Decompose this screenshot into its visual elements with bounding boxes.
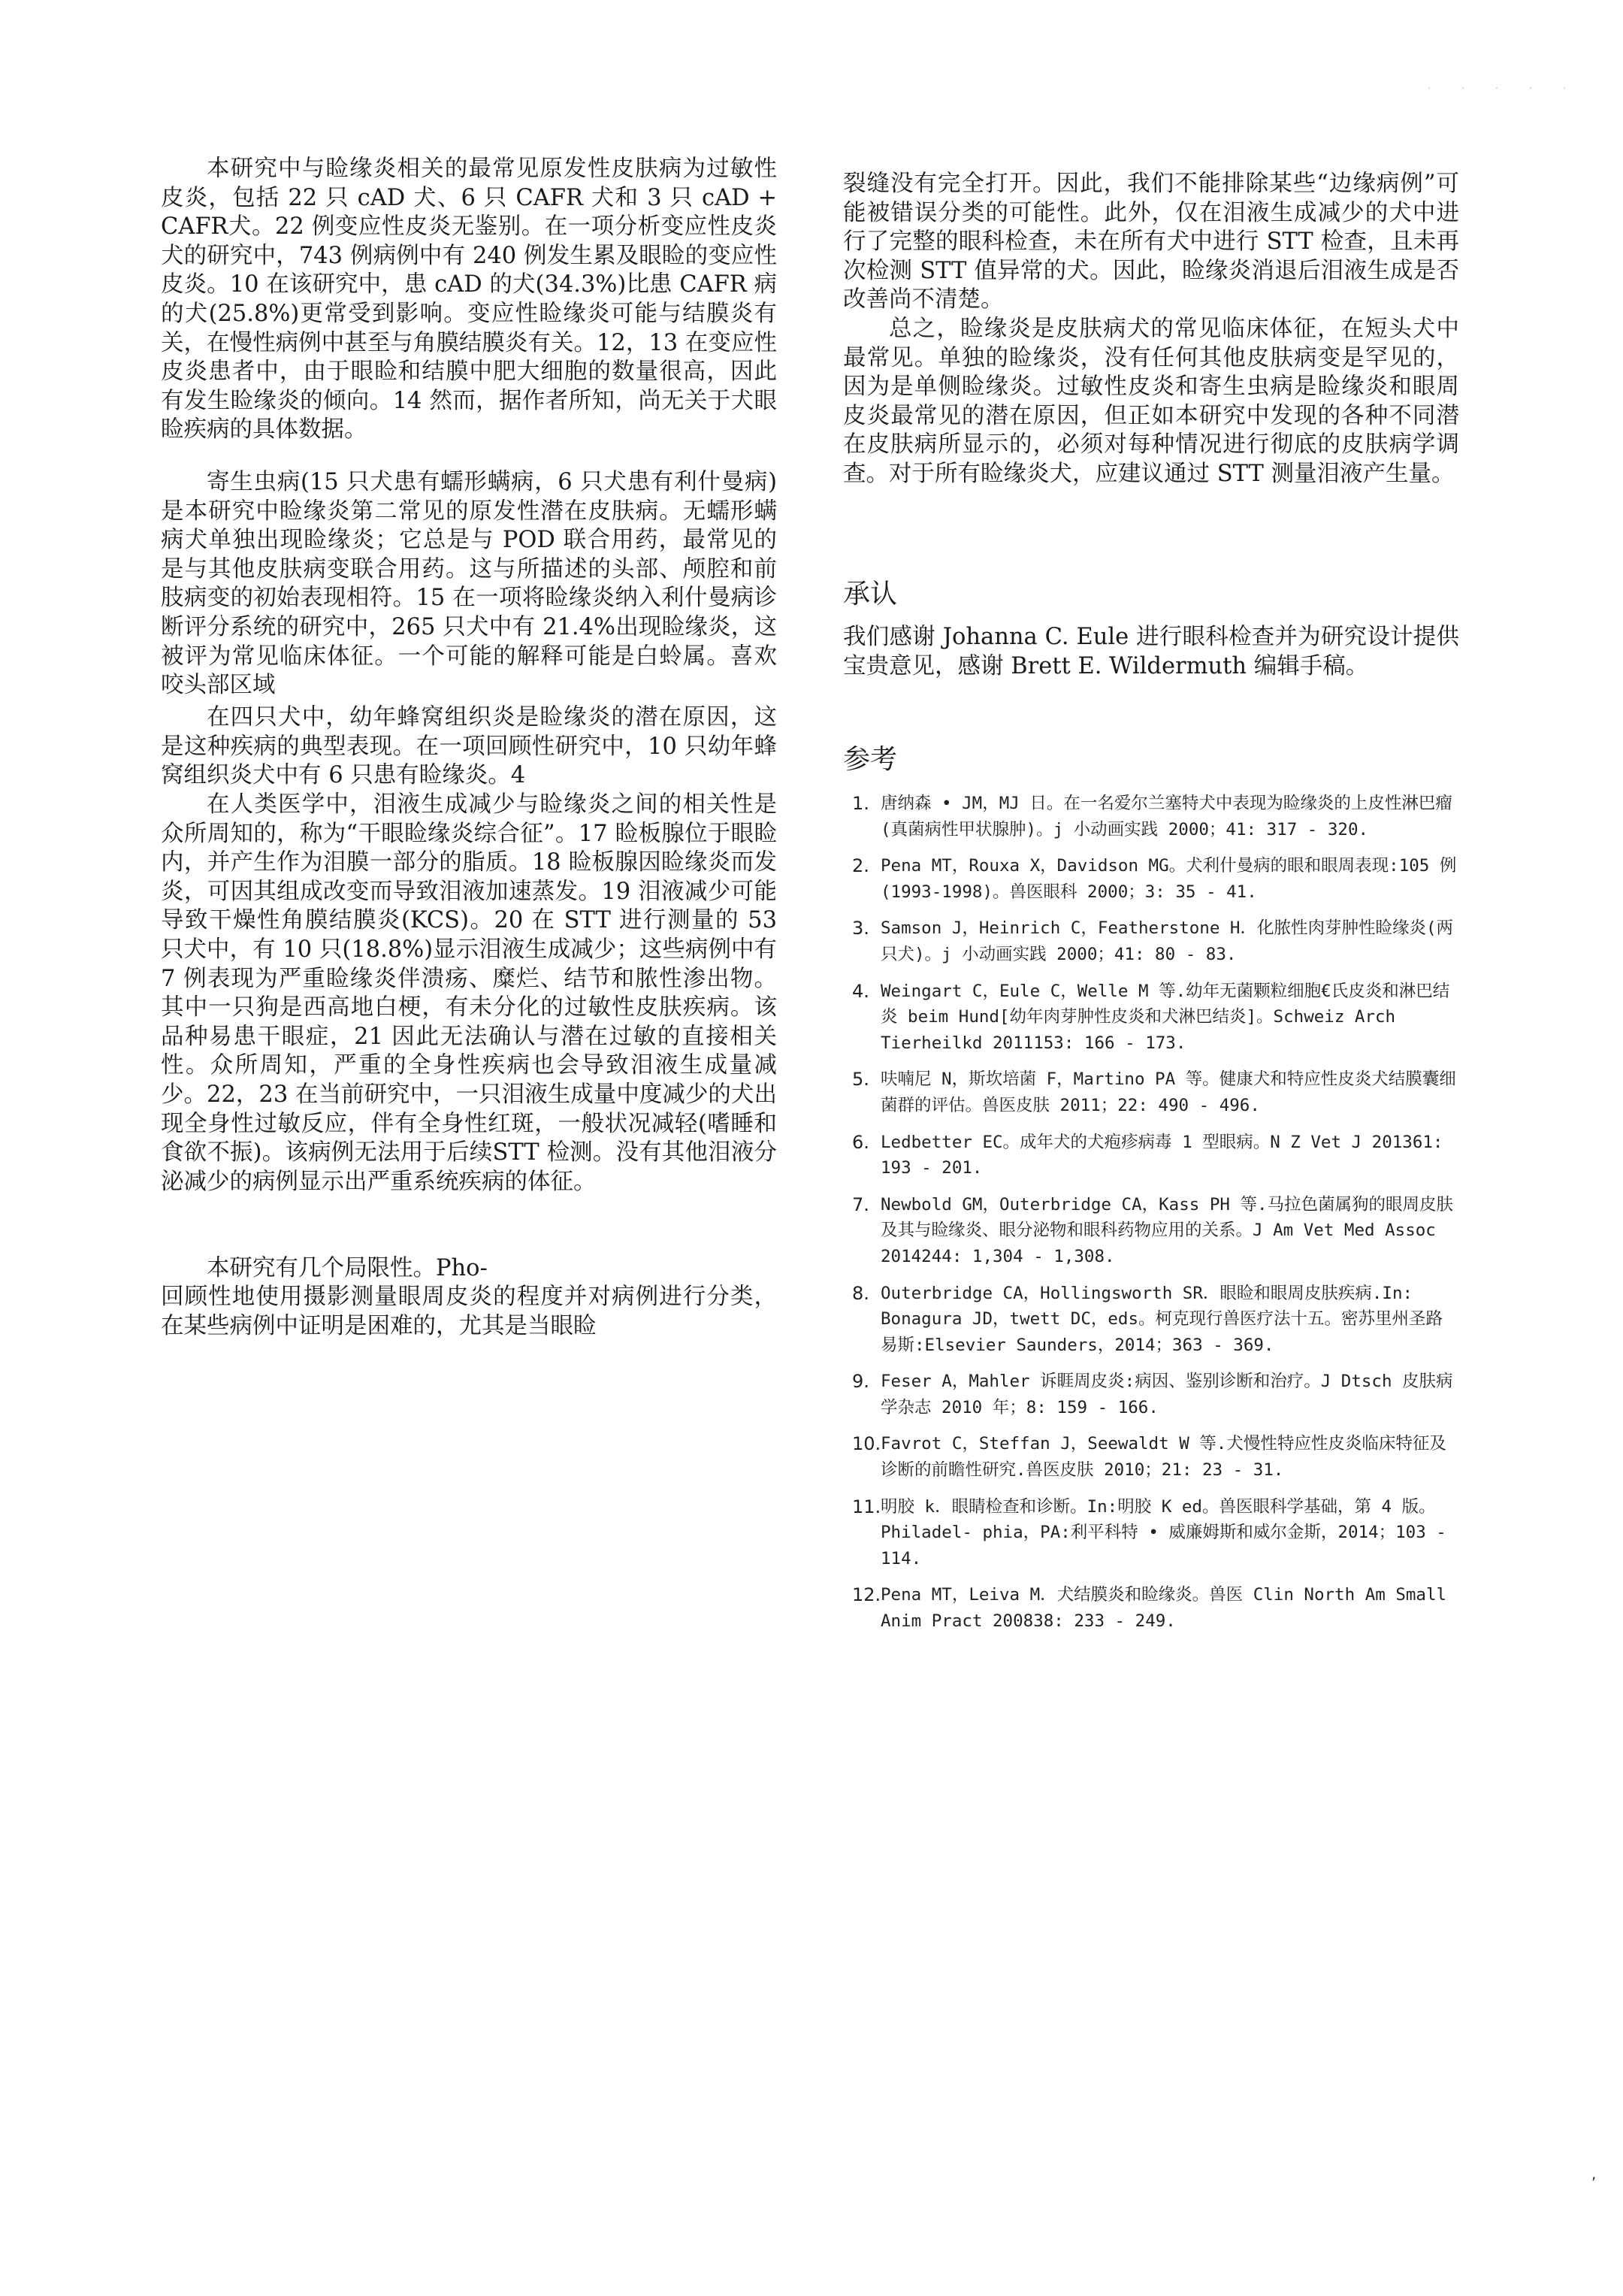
reference-item bbox=[843, 1281, 1459, 1359]
reference-item bbox=[843, 1369, 1459, 1420]
reference-text: 明胶 k．眼睛检查和诊断。In:明胶 K ed。兽医眼科学基础，第 4 版。Philadel- phia，PA:利平科特 • 威廉姆斯和威尔金斯，2014；103 - 114. bbox=[881, 1496, 1446, 1568]
references-heading: 参考 bbox=[843, 744, 898, 775]
reference-number: 6. bbox=[852, 1131, 869, 1153]
paragraph-limitations-end: 裂缝没有完全打开。因此，我们不能排除某些“边缘病例”可能被错误分类的可能性。此外，仅在泪液生成减少的犬中进行了完整的眼科检查，未在所有犬中进行 STT 检查，且未再次检测 STT 值异常的犬。因此，睑缘炎消退后泪液生成是否改善尚不清楚。 bbox=[843, 171, 1459, 313]
paragraph-limitations-start: 本研究有几个局限性。Pho- bbox=[207, 1255, 488, 1281]
paragraph-conclusion: 总之，睑缘炎是皮肤病犬的常见临床体征，在短头犬中最常见。单独的睑缘炎，没有任何其他皮肤病变是罕见的，因为是单侧睑缘炎。过敏性皮炎和寄生虫病是睑缘炎和眼周皮炎最常见的潜在原因，但正如本研究中发现的各种不同潜在皮肤病所显示的，必须对每种情况进行彻底的皮肤病学调查。对于所有睑缘炎犬，应建议通过 STT 测量泪液产生量。 bbox=[843, 316, 1459, 487]
reference-item bbox=[843, 1431, 1459, 1483]
paragraph-allergic-dermatitis: 本研究中与睑缘炎相关的最常见原发性皮肤病为过敏性皮炎，包括 22 只 cAD 犬、6 只 CAFR 犬和 3 只 cAD + CAFR犬。22 例变应性皮炎无鉴别。在一项分析变应性皮炎犬的研究中，743 例病例中有 240 例发生累及眼睑的变应性皮炎。10 在该研究中，患 cAD 的犬(34.3%)比患 CAFR 病的犬(25.8%)更常受到影响。变应性睑缘炎可能与结膜炎有关，在慢性病例中甚至与角膜结膜炎有关。12，13 在变应性皮炎患者中，由于眼睑和结膜中肥大细胞的数量很高，因此有发生睑缘炎的倾向。14 然而，据作者所知，尚无关于犬眼睑疾病的具体数据。 bbox=[161, 156, 777, 443]
reference-item bbox=[843, 915, 1459, 967]
reference-text: Outerbridge CA，Hollingsworth SR．眼睑和眼周皮肤疾病.In: Bonagura JD，twett DC，eds。柯克现行兽医疗法十五。密苏里州圣路易斯:Elsevier Saunders，2014；363 - 369. bbox=[881, 1283, 1443, 1355]
reference-number: 1. bbox=[852, 793, 869, 814]
reference-text: Ledbetter EC。成年犬的犬疱疹病毒 1 型眼病。N Z Vet J 201361: 193 - 201. bbox=[881, 1132, 1443, 1178]
reference-item bbox=[843, 1494, 1459, 1572]
reference-item bbox=[843, 979, 1459, 1057]
reference-number: 2. bbox=[852, 855, 869, 877]
reference-text: 唐纳森 • JM，MJ 日。在一名爱尔兰塞特犬中表现为睑缘炎的上皮性淋巴瘤(真菌病性甲状腺肿)。j 小动画实践 2000；41: 317 - 320. bbox=[881, 794, 1452, 839]
reference-number: 10. bbox=[852, 1433, 881, 1455]
reference-text: 呋喃尼 N，斯坎培菌 F，Martino PA 等。健康犬和特应性皮炎犬结膜囊细菌群的评估。兽医皮肤 2011；22: 490 - 496. bbox=[881, 1069, 1456, 1115]
reference-number: 8. bbox=[852, 1282, 869, 1304]
reference-item bbox=[843, 1130, 1459, 1181]
reference-number: 9. bbox=[852, 1371, 869, 1393]
paragraph-juvenile-cellulitis: 在四只犬中，幼年蜂窝组织炎是睑缘炎的潜在原因，这是这种疾病的典型表现。在一项回顾性研究中，10 只幼年蜂窝组织炎犬中有 6 只患有睑缘炎。4 bbox=[161, 704, 777, 789]
reference-number: 4. bbox=[852, 980, 869, 1002]
acknowledgement-heading: 承认 bbox=[843, 579, 898, 610]
reference-number: 3. bbox=[852, 918, 869, 939]
reference-item bbox=[843, 1582, 1459, 1634]
reference-number: 12. bbox=[852, 1584, 881, 1606]
reference-number: 5. bbox=[852, 1069, 869, 1091]
paragraph-parasitic-disease: 寄生虫病(15 只犬患有蠕形螨病，6 只犬患有利什曼病)是本研究中睑缘炎第二常见的原发性潜在皮肤病。无蠕形螨病犬单独出现睑缘炎；它总是与 POD 联合用药，最常见的是与其他皮肤病变联合用药。这与所描述的头部、颅腔和前肢病变的初始表现相符。15 在一项将睑缘炎纳入利什曼病诊断评分系统的研究中，265 只犬中有 21.4%出现睑缘炎，这被评为常见临床体征。一个可能的解释可能是白蛉属。喜欢咬头部区域 bbox=[161, 469, 777, 699]
reference-text: Samson J，Heinrich C，Featherstone H．化脓性肉芽肿性睑缘炎(两只犬)。j 小动画实践 2000；41: 80 - 83. bbox=[881, 918, 1454, 964]
acknowledgement-text: 我们感谢 Johanna C. Eule 进行眼科检查并为研究设计提供宝贵意见，感谢 Brett E. Wildermuth 编辑手稿。 bbox=[843, 624, 1459, 679]
reference-text: Pena MT，Rouxa X，Davidson MG。犬利什曼病的眼和眼周表现:105 例(1993-1998)。兽医眼科 2000；3: 35 - 41. bbox=[881, 856, 1457, 902]
paragraph-limitations-continued: 回顾性地使用摄影测量眼周皮炎的程度并对病例进行分类，在某些病例中证明是困难的，尤其是当眼睑 bbox=[161, 1284, 777, 1339]
reference-item bbox=[843, 1192, 1459, 1270]
paragraph-tear-production: 在人类医学中，泪液生成减少与睑缘炎之间的相关性是众所周知的，称为“干眼睑缘炎综合征”。17 睑板腺位于眼睑内，并产生作为泪膜一部分的脂质。18 睑板腺因睑缘炎而发炎，可因其组成改变而导致泪液加速蒸发。19 泪液减少可能导致干燥性角膜结膜炎(KCS)。20 在 STT 进行测量的 53 只犬中，有 10 只(18.8%)显示泪液生成减少；这些病例中有 7 例表现为严重睑缘炎伴溃疡、糜烂、结节和脓性渗出物。其中一只狗是西高地白梗，有未分化的过敏性皮肤疾病。该品种易患干眼症，21 因此无法确认与潜在过敏的直接相关性。众所周知，严重的全身性疾病也会导致泪液生成量减少。22，23 在当前研究中，一只泪液生成量中度减少的犬出现全身性过敏反应，伴有全身性红斑，一般状况减轻(嗜睡和食欲不振)。该病例无法用于后续STT 检测。没有其他泪液分泌减少的病例显示出严重系统疾病的体征。 bbox=[161, 791, 777, 1195]
reference-text: Newbold GM，Outerbridge CA，Kass PH 等.马拉色菌属狗的眼周皮肤及其与睑缘炎、眼分泌物和眼科药物应用的关系。J Am Vet Med Assoc 2014244: 1,304 - 1,308. bbox=[881, 1194, 1454, 1266]
reference-list bbox=[843, 791, 1459, 1645]
reference-item bbox=[843, 791, 1459, 842]
page-corner-dots: · · · · · bbox=[1428, 83, 1580, 95]
reference-item bbox=[843, 853, 1459, 905]
reference-text: Favrot C，Steffan J，Seewaldt W 等.犬慢性特应性皮炎临床特征及诊断的前瞻性研究.兽医皮肤 2010；21: 23 - 31. bbox=[881, 1434, 1446, 1481]
page-corner-mark: , bbox=[1591, 2164, 1597, 2183]
reference-text: Pena MT，Leiva M．犬结膜炎和睑缘炎。兽医 Clin North Am Small Anim Pract 200838: 233 - 249. bbox=[881, 1585, 1447, 1632]
reference-number: 11. bbox=[852, 1496, 881, 1517]
reference-item bbox=[843, 1066, 1459, 1118]
reference-text: Weingart C，Eule C，Welle M 等.幼年无菌颗粒细胞€氏皮炎和淋巴结炎 beim Hund[幼年肉芽肿性皮炎和犬淋巴结炎]。Schweiz Arch Tierheilkd 2011153: 166 - 173. bbox=[881, 981, 1450, 1053]
reference-number: 7. bbox=[852, 1193, 869, 1215]
reference-text: Feser A，Mahler 诉睚周皮炎:病因、鉴别诊断和治疗。J Dtsch 皮肤病学杂志 2010 年；8: 159 - 166. bbox=[881, 1372, 1453, 1417]
